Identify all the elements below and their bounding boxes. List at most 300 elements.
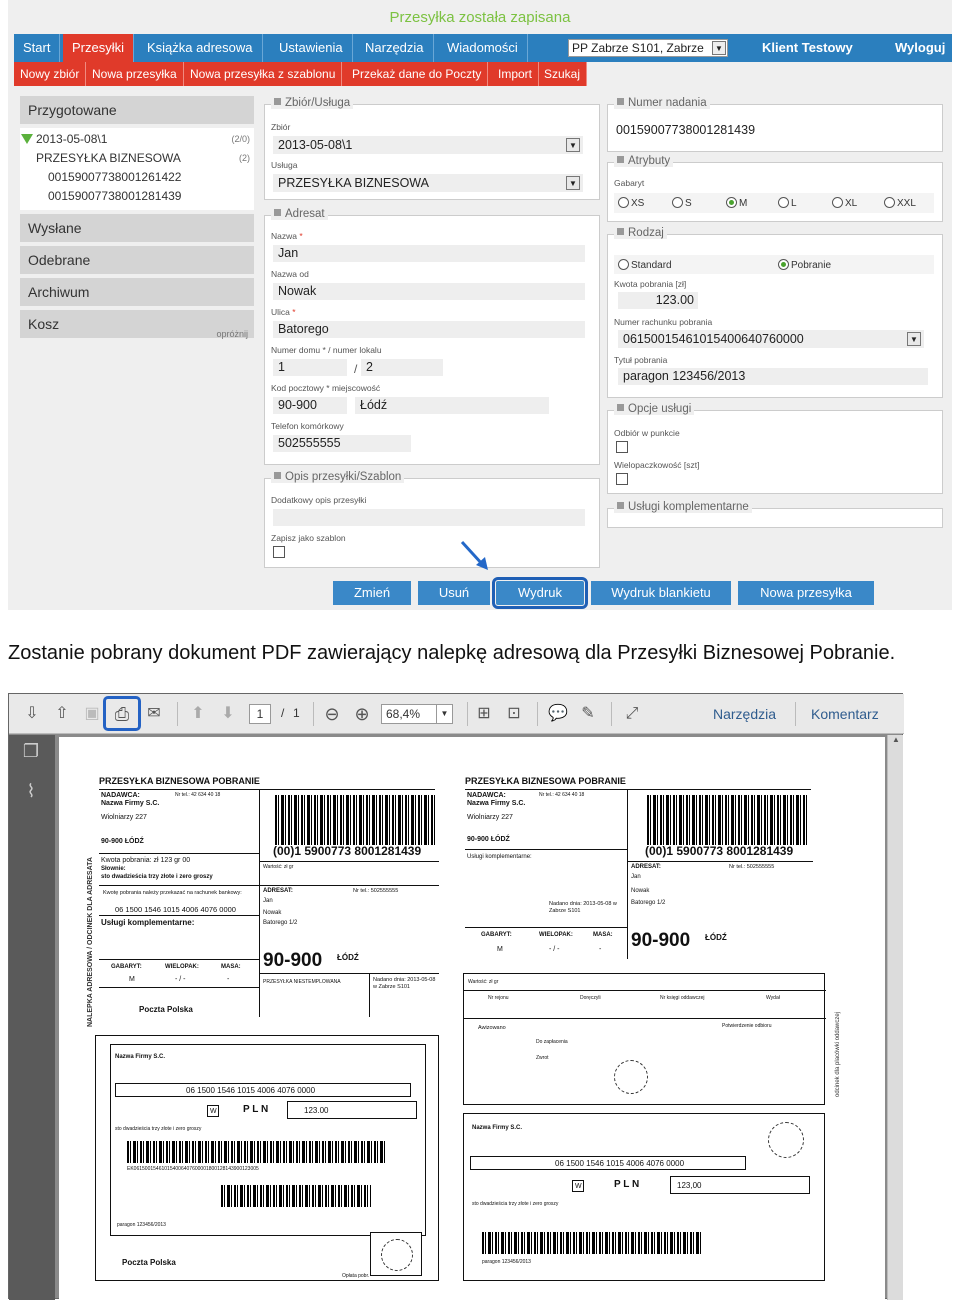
do-zaplacenia: Do zapłacenia [536,1039,568,1045]
coupon-sender: Nazwa Firmy S.C. [472,1125,523,1131]
stamp-circle [614,1060,648,1094]
logo: Poczta Polska [139,1005,193,1014]
ulica-input[interactable]: Batorego [273,321,585,338]
subtab-szukaj[interactable]: Szukaj [538,62,587,86]
print-icon[interactable]: ⎙ [114,704,130,724]
subtab-import[interactable]: Import [492,62,539,86]
subtab-nowy-zbior[interactable]: Nowy zbiór [14,62,86,86]
email-icon[interactable]: ✉ [147,705,161,722]
uslugi-label: Usługi komplementarne: [467,854,532,860]
collapse-icon[interactable] [617,156,624,163]
tab-wiadomosci[interactable]: Wiadomości [438,34,528,62]
barcode [221,1185,371,1207]
sender-label: NADAWCA: [467,792,506,799]
arrow-up-icon[interactable]: ⬆ [191,705,205,722]
pdf-viewer [8,693,903,1299]
fieldset-title [271,208,328,220]
coupon-paragon: paragon 123456/2013 [117,1222,166,1228]
sender-tel: Nr tel.: 42 634 40 18 [175,792,221,798]
tel-label: Telefon komórkowy [271,421,344,431]
divider [259,885,439,886]
subtab-przekaz-dane[interactable]: Przekaż dane do Poczty [346,62,488,86]
label-right-form [463,973,825,1105]
fullscreen-icon[interactable]: ⤢ [625,705,639,722]
fieldset-title-text: Opis przesyłki/Szablon [285,471,402,483]
wielo-label: Wielopaczkowość [szt] [614,460,700,470]
label-header: PRZESYŁKA BIZNESOWA POBRANIE [465,776,626,786]
toolbar-separator [795,702,796,726]
coupon-sender: Nazwa Firmy S.C. [115,1054,166,1060]
radio-label: XXL [897,198,916,209]
folder-tree [20,128,254,210]
wielopak-value: - / - [175,976,186,983]
rachunek-label: Numer rachunku pobrania [614,317,713,327]
stamp-box [370,1232,422,1276]
divider [464,1018,826,1019]
fieldset-title [614,155,673,167]
divider [464,990,826,991]
sender-street: Wiolniarzy 227 [467,814,513,821]
zwrot: Zwrot [536,1055,549,1061]
awizowano: Awizowano [478,1025,506,1031]
zoom-in-icon[interactable]: ⊕ [354,704,370,724]
radio-label: XL [845,198,858,209]
nazwa-label [271,231,303,241]
szablon-label: Zapisz jako szablon [271,533,346,543]
sender-street: Wiolniarzy 227 [101,814,147,821]
dom-label: Numer domu * / numer lokalu [271,345,382,355]
kwota-line: Kwota pobrania: zł 123 gr 00 [101,857,191,864]
divider [259,861,439,862]
w-box [207,1105,219,1117]
divider [99,885,259,886]
delete-button[interactable]: Usuń [418,581,490,605]
fieldset-title [271,471,404,483]
divider [465,927,627,928]
fieldset-title [614,403,694,415]
tab-przesylki[interactable]: Przesyłki [63,34,134,62]
sender-name: Nazwa Firmy S.C. [101,800,160,807]
zbior-label: Zbiór [271,122,291,132]
collapse-icon[interactable] [617,404,624,411]
radio-m[interactable] [726,197,747,210]
radio-pobranie[interactable] [778,259,831,272]
form-col: Nr rejonu [488,995,509,1001]
oplata: Opłata pobr. [342,1273,370,1279]
adresat-label: ADRESAT: [631,864,661,870]
adresat-surname: Nowak [631,888,650,894]
divider [99,987,259,988]
chevron-down-icon: ▼ [566,138,580,152]
city: ŁÓDŹ [705,933,727,942]
usluga-select-value: PRZESYŁKA BIZNESOWA [278,176,429,190]
gabaryt-value: M [497,946,503,953]
account-box [115,1083,411,1097]
tools-link[interactable]: Narzędzia [713,706,777,722]
amount-box [287,1101,417,1119]
divider [465,789,811,790]
gabaryt-value: M [129,976,135,983]
divider [465,849,627,850]
kod-label: Kod pocztowy * miejscowość [271,383,381,393]
logo: Poczta Polska [122,1258,176,1267]
viewer-toolbar [9,694,904,734]
usluga-select[interactable] [273,174,583,192]
coupon-slownie: sto dwadzieścia trzy złote i zero groszy [115,1126,202,1132]
ulica-label-text: Ulica [271,307,290,317]
chevron-down-icon: ▼ [436,705,452,723]
odbior-label: Odbiór w punkcie [614,428,680,438]
tree-item[interactable]: 00159007738001281439 [48,189,182,203]
radio-circle [832,197,843,208]
branch-select[interactable] [568,39,728,57]
zoom-select[interactable] [381,704,453,724]
account-box [470,1156,746,1170]
adresat-street: Batorego 1/2 [263,920,298,926]
form-col: Doręczyli [580,995,601,1001]
zbior-select-value: 2013-05-08\1 [278,138,353,152]
collapse-icon[interactable] [274,472,281,479]
pdf-page [59,737,885,1300]
folder-trash-label: Kosz [28,316,60,332]
fieldset-title-text: Rodzaj [628,227,664,239]
folder-trash[interactable] [20,310,254,338]
label-left-top [87,776,439,1027]
stamp-circle [768,1122,804,1158]
viewer-scrollbar[interactable] [887,735,903,1300]
sign-icon[interactable]: ✎ [581,705,595,722]
required-mark: * [299,231,303,241]
page-number-input[interactable]: 1 [249,704,271,724]
fieldset-opis [264,471,600,568]
barcode [127,1141,387,1163]
fieldset-title [614,227,667,239]
ek-code: EK061500154610154006407600001800128143900123005 [127,1166,259,1172]
toolbar-separator [177,702,178,726]
arrow-down-icon[interactable]: ⬇ [221,705,235,722]
toolbar-separator [537,702,538,726]
label-left-bottom [95,1035,439,1281]
wielo-checkbox[interactable] [616,473,628,485]
adresat-tel: Nr tel.: 502555555 [729,864,775,870]
stamp-circle [381,1239,413,1271]
comment-icon[interactable]: 💬 [548,705,568,722]
wartosc: Wartość: zł gr [468,979,499,985]
wielopak-label: WIELOPAK: [165,964,199,970]
account-number: 06 1500 1546 1015 4006 4076 0000 [555,1159,685,1168]
lokal-input[interactable]: 2 [361,359,443,376]
divider [99,853,259,854]
wielopak-label: WIELOPAK: [539,932,573,938]
sender-label: NADAWCA: [101,792,140,799]
divider [259,973,439,974]
divider [99,789,435,790]
label-right-top [463,777,813,977]
tree-child[interactable] [20,149,254,168]
amount-box [670,1176,810,1194]
radio-label: Pobranie [791,260,832,271]
numer-value: 00159007738001281439 [616,123,756,137]
tree-child-count: (2) [239,153,250,163]
subtab-nowa-przesylka[interactable]: Nowa przesyłka [86,62,184,86]
barcode [647,795,807,845]
fieldset-title-text: Atrybuty [628,155,671,167]
fit-page-icon[interactable]: ⊡ [507,705,521,722]
dom-input[interactable]: 1 [273,359,347,376]
kod-input[interactable]: 90-900 [273,397,347,414]
radio-circle-selected [778,259,789,270]
tab-ustawienia[interactable]: Ustawienia [270,34,353,62]
postcode: 90-900 [263,950,323,971]
fieldset-title [614,97,710,109]
gabaryt-radio-group [614,193,934,213]
tab-start[interactable]: Start [14,34,60,62]
masa-value: - [227,976,230,983]
page-separator: / [281,706,285,720]
side-text: NALEPKA ADRESOWA / ODCINEK DLA ADRESATA [87,857,94,1027]
label-header: PRZESYŁKA BIZNESOWA POBRANIE [99,776,260,786]
sender-city: 90-900 ŁÓDŹ [101,838,144,845]
nazwa-od-label: Nazwa od [271,269,309,279]
radio-xl[interactable] [832,197,857,210]
adresat-street: Batorego 1/2 [631,900,666,906]
collapse-icon[interactable] [274,209,281,216]
slownie-value: sto dwadzieścia trzy złote i zero groszy [101,874,213,880]
sub-nav [14,62,586,86]
form-col: Nr księgi oddawczej [660,995,705,1001]
expand-triangle-icon[interactable] [21,134,33,144]
nadano: Nadano dnia: 2013-05-08 w Zabrze S101 [549,901,617,914]
radio-label: L [791,198,797,209]
shipping-app [8,0,952,610]
radio-circle [618,197,629,208]
tel-input[interactable]: 502555555 [273,435,411,452]
fieldset-title-text: Numer nadania [628,97,707,109]
toolbar-separator [611,702,612,726]
divider [99,915,259,916]
radio-s[interactable] [672,197,692,210]
tree-root[interactable] [20,130,254,149]
wielopak-value: - / - [549,946,560,953]
tracking-number: (00)1 5900773 8001281439 [273,844,422,858]
saved-message: Przesyłka została zapisana [389,9,571,26]
tab-ksiazka-adresowa[interactable]: Książka adresowa [138,34,263,62]
ulica-label [271,307,296,317]
tracking-number: (00)1 5900773 8001281439 [645,844,794,858]
tab-narzedzia[interactable]: Narzędzia [356,34,434,62]
odcinek-text: odcinek dla placówki oddawczej [835,1011,841,1097]
chevron-down-icon: ▼ [566,176,580,190]
wartosc: Wartość: zł gr [263,864,294,870]
rachunek-select[interactable] [618,330,924,348]
usluga-label: Usługa [271,160,298,170]
sender-city: 90-900 ŁÓDŹ [467,836,510,843]
adresat-surname: Nowak [263,910,282,916]
radio-circle [778,197,789,208]
collapse-icon[interactable] [617,228,624,235]
masa-label: MASA: [593,932,613,938]
chevron-down-icon: ▼ [907,332,921,346]
w-box [572,1180,584,1192]
comment-link[interactable]: Komentarz [811,706,879,722]
print-button[interactable]: Wydruk [496,581,584,605]
nazwa-label-text: Nazwa [271,231,297,241]
radio-circle [884,197,895,208]
nazwa-od-input[interactable]: Nowak [273,283,585,300]
radio-circle [672,197,683,208]
subtab-nowa-przesylka-szablon[interactable]: Nowa przesyłka z szablonu [184,62,342,86]
szablon-checkbox[interactable] [273,546,285,558]
radio-standard[interactable] [618,259,672,272]
folder-received[interactable]: Odebrane [20,246,254,274]
radio-label: Standard [631,260,672,271]
attachment-icon[interactable]: ⌇ [26,781,36,801]
adresat-label: ADRESAT: [263,888,293,894]
pages-icon[interactable]: ❐ [22,741,40,761]
coupon-paragon: paragon 123456/2013 [482,1259,531,1265]
dom-slash: / [354,362,358,376]
divider [627,861,813,862]
kwota-label: Kwota pobrania [zł] [614,279,687,289]
radio-label: XS [631,198,645,209]
niestemplowana: PRZESYŁKA NIESTEMPLOWANA [263,979,341,985]
radio-xs[interactable] [618,197,644,210]
label-right-bottom [463,1113,825,1281]
main-nav [14,34,952,62]
print-form-button[interactable]: Wydruk blankietu [591,581,731,605]
create-icon[interactable]: ⇩ [25,705,39,722]
w-letter: W [575,1183,582,1190]
miasto-input[interactable]: Łódź [355,397,549,414]
w-letter: W [210,1108,217,1115]
form-col: Wydał [766,995,780,1001]
fieldset-title-text: Opcje usługi [628,403,692,415]
folder-archive[interactable]: Archiwum [20,278,254,306]
coupon-box [110,1044,426,1236]
radio-circle-selected [726,197,737,208]
barcode [275,795,435,845]
tree-root-count: (2/0) [231,134,250,144]
new-shipment-button[interactable]: Nowa przesyłka [738,581,874,605]
save-icon[interactable]: ▣ [84,705,100,722]
change-button[interactable]: Zmień [333,581,411,605]
kwota-input[interactable]: 123.00 [618,292,698,309]
left-panel [20,96,254,342]
viewer-sidebar [9,735,55,1300]
barcode [482,1232,702,1254]
gabaryt-label: GABARYT: [111,964,142,970]
fieldset-title-text: Usługi komplementarne [628,501,749,513]
folder-prepared[interactable]: Przygotowane [20,96,254,124]
zoom-out-icon[interactable]: ⊖ [324,704,340,724]
slownie: Słownie: [101,866,126,872]
collapse-icon[interactable] [274,98,281,105]
page-total: 1 [293,706,300,720]
collapse-icon[interactable] [617,98,624,105]
client-name[interactable]: Klient Testowy [762,40,853,55]
radio-label: M [739,198,748,209]
pointer-arrow-icon [460,540,490,572]
fieldset-title [271,97,353,109]
divider [369,973,370,1017]
nazwa-input[interactable]: Jan [273,245,585,262]
potwierdzenie: Potwierdzenie odbioru [722,1023,772,1029]
fieldset-opcje [607,403,943,494]
account-number: 06 1500 1546 1015 4006 4076 0000 [186,1086,316,1095]
divider [99,959,259,960]
logout-link[interactable]: Wyloguj [895,40,946,55]
rachunek-select-value: 06150015461015400640760000 [623,332,804,346]
divider [259,789,260,1017]
empty-trash-link[interactable]: opróżnij [216,329,248,339]
required-mark: * [292,307,296,317]
fieldset-zbior-usluga [264,97,600,200]
tytul-input[interactable]: paragon 123456/2013 [618,368,928,385]
fieldset-title [614,501,752,513]
tree-child-label: PRZESYŁKA BIZNESOWA [36,151,181,165]
pln: P L N [614,1179,640,1190]
amount-value: 123,00 [677,1181,702,1190]
print-highlight [103,696,141,731]
odbior-checkbox[interactable] [616,441,628,453]
fieldset-rodzaj [607,227,943,398]
tree-item[interactable]: 00159007738001261422 [48,170,182,184]
chevron-down-icon: ▼ [712,41,726,55]
branch-select-value: PP Zabrze S101, Zabrze [572,41,704,55]
adresat-tel: Nr tel.: 502555555 [353,888,399,894]
radio-l[interactable] [778,197,797,210]
tytul-label: Tytuł pobrania [614,355,668,365]
radio-xxl[interactable] [884,197,916,210]
folder-sent[interactable]: Wysłane [20,214,254,242]
fieldset-title-text: Zbiór/Usługa [285,97,351,109]
konto-label: Kwotę pobrania należy przekazać na rachunek bankowy: [103,890,242,896]
dodatkowy-input[interactable] [273,509,585,526]
collapse-icon[interactable] [617,502,624,509]
fieldset-adresat [264,208,600,465]
toolbar-separator [313,702,314,726]
amount-value: 123.00 [304,1106,329,1115]
zoom-value: 68,4% [386,707,421,721]
fit-width-icon[interactable]: ⊞ [477,705,491,722]
sender-tel: Nr tel.: 42 634 40 18 [539,792,585,798]
gabaryt-label: GABARYT: [481,932,512,938]
nadano: Nadano dnia: 2013-05-08 w Zabrze S101 [373,977,436,990]
adresat-name: Jan [631,874,641,880]
radio-circle [618,259,629,270]
fieldset-numer [607,97,943,152]
fieldset-atrybuty [607,155,943,222]
uslugi-label: Usługi komplementarne: [101,918,195,927]
fieldset-title-text: Adresat [285,208,325,220]
fieldset-komplementarne [607,501,943,528]
radio-label: S [685,198,692,209]
divider [627,789,628,959]
city: ŁÓDŹ [337,953,359,962]
coupon-slownie: sto dwadzieścia trzy złote i zero groszy [472,1201,559,1207]
zbior-select[interactable] [273,136,583,154]
postcode: 90-900 [631,930,691,951]
masa-label: MASA: [221,964,241,970]
scroll-up-icon[interactable]: ▲ [892,735,900,744]
masa-value: - [599,946,602,953]
caption: Zostanie pobrany dokument PDF zawierający nalepkę adresową dla Przesyłki Biznesowej Pobranie. [8,642,896,664]
toolbar-separator [467,702,468,726]
rodzaj-radio-group [614,255,934,274]
export-icon[interactable]: ⇧ [55,705,69,722]
tree-root-label: 2013-05-08\1 [36,132,108,146]
gabaryt-label: Gabaryt [614,178,645,188]
